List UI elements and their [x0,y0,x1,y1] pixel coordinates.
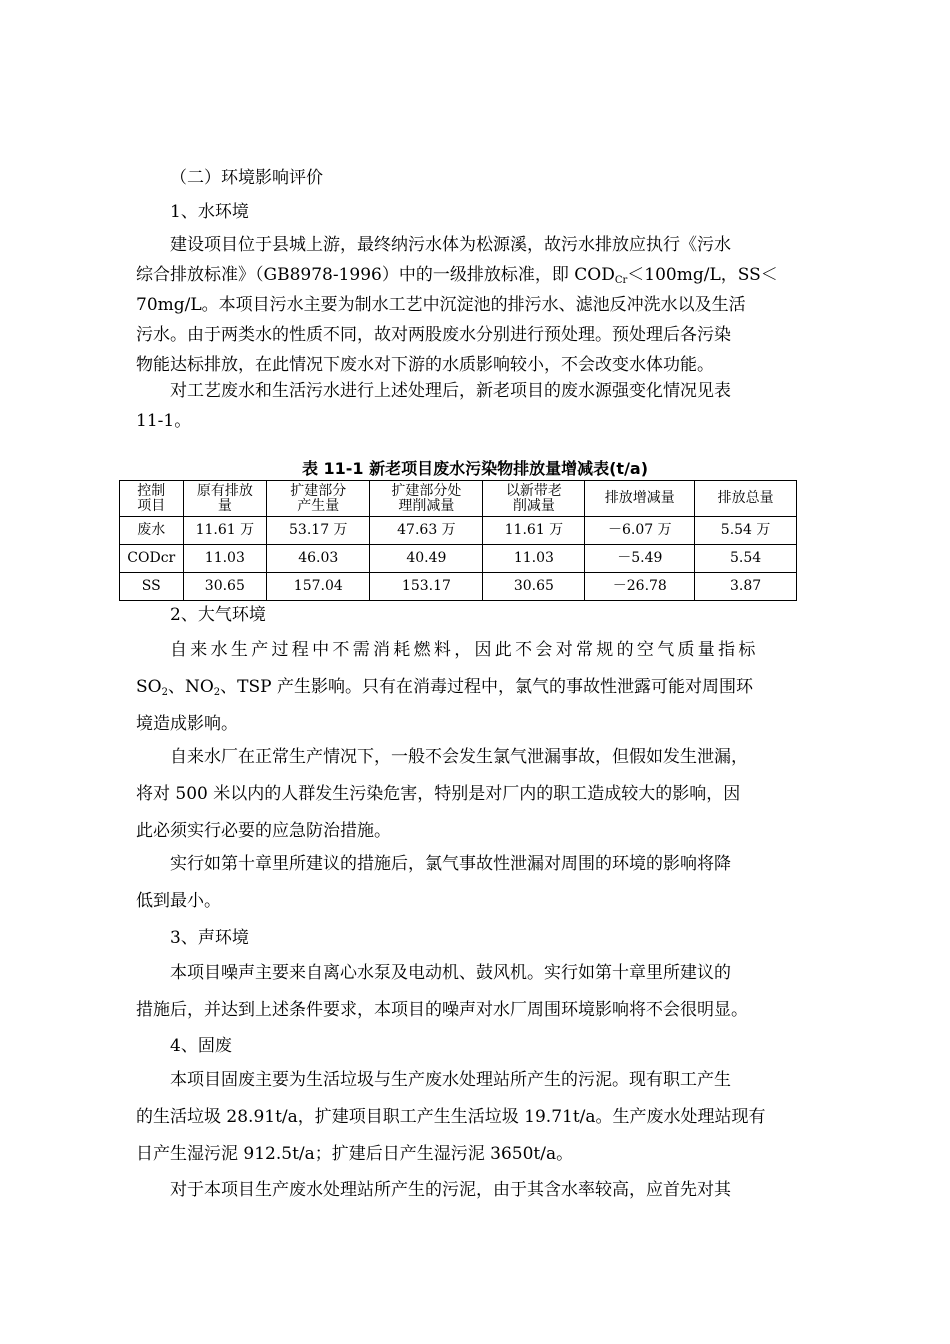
table-cell: 47.63 万 [370,517,483,545]
table-header-row [120,481,797,517]
table-cell: 废水 [120,517,184,545]
table-cell: 11.03 [483,545,585,573]
table-cell: 11.61 万 [183,517,267,545]
noise-paragraph-1 [136,955,814,1029]
noise-heading: 3、声环境 [170,928,249,948]
text-line: 实行如第十章里所建议的措施后，氯气事故性泄漏对周围的环境的影响将降 [170,854,731,874]
table-cell: 5.54 [695,545,797,573]
text-line: 本项目固废主要为生活垃圾与生产废水处理站所产生的污泥。现有职工产生 [170,1070,731,1090]
text-line: 建设项目位于县城上游，最终纳污水体为松源溪，故污水排放应执行《污水 [170,235,731,255]
header-cell: 原有排放 量 [183,481,267,517]
text-line: 污水。由于两类水的性质不同，故对两股废水分别进行预处理。预处理后各污染 [136,325,731,345]
text-line: 将对 500 米以内的人群发生污染危害，特别是对厂内的职工造成较大的影响，因 [136,784,741,804]
table-row [120,517,797,545]
header-cell: 排放总量 [695,481,797,517]
header-cell: 排放增减量 [585,481,695,517]
air-paragraph-1 [136,632,814,743]
table-cell: －5.49 [585,545,695,573]
table-row [120,573,797,601]
water-heading: 1、水环境 [170,202,249,222]
air-heading: 2、大气环境 [170,605,266,625]
text-line: 综合排放标准》（GB8978-1996）中的一级排放标准，即 $COD_{Cr}<100mg/L$，SS＜ [136,265,778,286]
text-line: 对工艺废水和生活污水进行上述处理后，新老项目的废水源强变化情况见表 [170,381,731,401]
table-cell: －6.07 万 [585,517,695,545]
text-line: 11-1。 [136,411,192,431]
text-line: 日产生湿污泥 912.5t/a；扩建后日产生湿污泥 3650t/a。 [136,1144,574,1164]
solid-waste-paragraph-1 [136,1062,814,1173]
header-cell: 扩建部分 产生量 [267,481,370,517]
text-line: 此必须实行必要的应急防治措施。 [136,821,391,841]
header-cell: 控制 项目 [120,481,184,517]
text-line: $SO_2$、$NO_2$、TSP 产生影响。只有在消毒过程中，氯气的事故性泄露可能对周围环 [136,677,753,698]
text-line: 对于本项目生产废水处理站所产生的污泥，由于其含水率较高，应首先对其 [170,1180,731,1200]
table-cell: 3.87 [695,573,797,601]
table-cell: 53.17 万 [267,517,370,545]
text-line: 境造成影响。 [136,714,238,734]
header-cell: 扩建部分处 理削减量 [370,481,483,517]
solid-waste-paragraph-2 [136,1172,814,1209]
text-line: 70mg/L。本项目污水主要为制水工艺中沉淀池的排污水、滤池反冲洗水以及生活 [136,295,746,315]
text-line: 措施后，并达到上述条件要求，本项目的噪声对水厂周围环境影响将不会很明显。 [136,1000,748,1020]
table-cell: 5.54 万 [695,517,797,545]
text-line: 自来水厂在正常生产情况下，一般不会发生氯气泄漏事故，但假如发生泄漏， [170,747,748,767]
text-line: 物能达标排放，在此情况下废水对下游的水质影响较小，不会改变水体功能。 [136,355,714,375]
table-cell: 153.17 [370,573,483,601]
table-cell: 30.65 [483,573,585,601]
table-cell: 40.49 [370,545,483,573]
section-title: （二）环境影响评价 [170,168,323,188]
table-row [120,545,797,573]
air-paragraph-2 [136,739,814,850]
table-cell: 11.61 万 [483,517,585,545]
text-line: 本项目噪声主要来自离心水泵及电动机、鼓风机。实行如第十章里所建议的 [170,963,731,983]
table-cell: 157.04 [267,573,370,601]
table-cell: 46.03 [267,545,370,573]
emission-table [119,480,797,601]
solid-waste-heading: 4、固废 [170,1036,232,1056]
table-cell: SS [120,573,184,601]
table-caption: 表 11-1 新老项目废水污染物排放量增减表(t/a) [301,459,649,478]
header-cell: 以新带老 削减量 [483,481,585,517]
water-paragraph-1 [136,230,814,380]
air-paragraph-3 [136,846,814,920]
table-cell: 11.03 [183,545,267,573]
table-cell: CODcr [120,545,184,573]
text-line: 低到最小。 [136,891,221,911]
table-cell: －26.78 [585,573,695,601]
water-paragraph-2 [136,376,814,436]
text-line: 自来水生产过程中不需消耗燃料，因此不会对常规的空气质量指标 [170,640,759,660]
table-cell: 30.65 [183,573,267,601]
text-line: 的生活垃圾 28.91t/a，扩建项目职工产生生活垃圾 19.71t/a。生产废水处理站现有 [136,1107,766,1127]
